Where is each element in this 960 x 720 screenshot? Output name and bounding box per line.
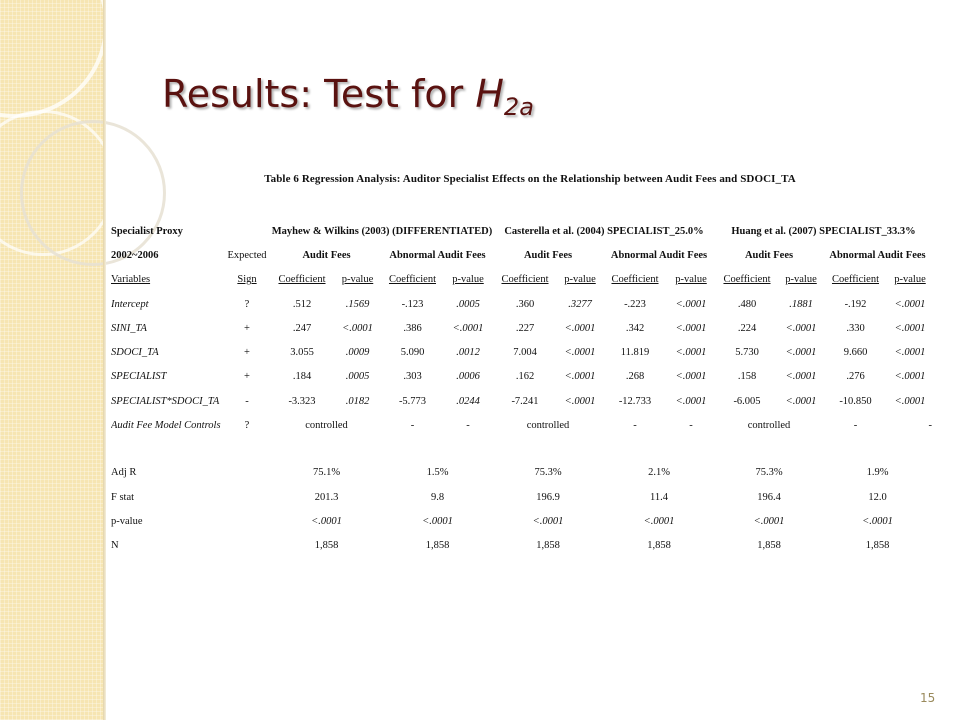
p-value-cell: <.0001 — [564, 395, 596, 407]
stat-value: 1,858 — [425, 540, 450, 552]
column-header: Coefficient — [831, 274, 880, 286]
coefficient-cell: .512 — [292, 298, 312, 310]
p-value-cell: <.0001 — [894, 395, 926, 407]
coefficient-cell: .227 — [515, 322, 535, 334]
p-value-cell: .0006 — [456, 371, 480, 383]
coefficient-cell: .224 — [737, 322, 757, 334]
stat-label: F stat — [111, 491, 135, 503]
coefficient-cell: .162 — [515, 371, 535, 383]
decorative-ring-outer — [0, 0, 103, 118]
coefficient-cell: .480 — [737, 298, 757, 310]
p-value-cell: .3277 — [568, 298, 592, 310]
expected-sign: + — [244, 347, 250, 359]
table-row — [111, 365, 932, 389]
decorative-sidebar — [0, 0, 103, 720]
column-header: Coefficient — [388, 274, 437, 286]
stat-value: <.0001 — [532, 515, 564, 527]
p-value-cell: <.0001 — [785, 395, 817, 407]
stat-value: 1,858 — [757, 540, 781, 552]
coefficient-cell: -7.241 — [511, 395, 539, 407]
p-value-cell: <.0001 — [564, 322, 596, 334]
table-row — [111, 389, 932, 413]
controls-cell: controlled — [526, 420, 570, 432]
stat-value: 75.1% — [312, 467, 341, 479]
p-value-cell: .1881 — [789, 298, 813, 310]
table-caption: Table 6 Regression Analysis: Auditor Specialist Effects on the Relationship between Audit Fees and SDOCI_TA — [264, 173, 796, 185]
stat-value: 1.9% — [866, 467, 889, 479]
stat-value: 1,858 — [536, 540, 560, 552]
p-value-cell: .0182 — [345, 395, 370, 407]
title-text: Results: Test for — [162, 72, 476, 116]
p-value-cell: <.0001 — [675, 322, 707, 334]
p-value-cell: .0012 — [456, 347, 480, 359]
controls-cell: - — [689, 420, 693, 432]
coefficient-cell: .184 — [292, 371, 312, 383]
p-value-cell: .1569 — [345, 298, 370, 310]
p-value-cell: <.0001 — [675, 371, 707, 383]
p-value-cell: .0244 — [456, 395, 480, 407]
coefficient-cell: .303 — [403, 371, 422, 383]
stats-row — [111, 534, 932, 558]
subgroup-label: Abnormal Audit Fees — [610, 249, 708, 261]
column-header: Coefficient — [501, 274, 549, 286]
controls-cell: - — [853, 420, 858, 432]
coefficient-cell: 7.004 — [513, 347, 537, 359]
expected-sign: + — [244, 371, 250, 383]
expected-sign: + — [244, 322, 250, 334]
column-header: Coefficient — [278, 274, 326, 286]
p-value-cell: <.0001 — [564, 371, 596, 383]
expected-sign: ? — [244, 298, 250, 310]
coefficient-cell: -12.733 — [618, 395, 652, 407]
coefficient-cell: 5.730 — [735, 347, 759, 359]
controls-cell: - — [633, 420, 637, 432]
p-value-cell: <.0001 — [894, 347, 926, 359]
sidebar-divider — [103, 0, 106, 720]
coefficient-cell: -5.773 — [398, 395, 427, 407]
column-header: p-value — [675, 274, 707, 286]
variables-label: Variables — [111, 274, 151, 286]
page-number: 15 — [920, 691, 936, 705]
subgroup-label: Abnormal Audit Fees — [389, 249, 486, 261]
controls-cell: - — [410, 420, 415, 432]
stats-row — [111, 485, 932, 509]
expected-sign: - — [245, 395, 249, 407]
coefficient-cell: -.192 — [844, 298, 867, 310]
proxy-row — [111, 219, 932, 243]
period-label: 2002~2006 — [111, 249, 159, 261]
coefficient-cell: .268 — [625, 371, 645, 383]
controls-cell: controlled — [747, 420, 791, 432]
column-header: p-value — [452, 274, 484, 286]
stat-value: 75.3% — [534, 467, 562, 479]
stat-value: 196.4 — [757, 491, 781, 503]
proxy-group-1: Mayhew & Wilkins (2003) (DIFFERENTIATED) — [271, 225, 493, 237]
stat-value: <.0001 — [862, 515, 893, 527]
column-header: p-value — [785, 274, 817, 286]
stat-value: 1,858 — [647, 540, 671, 552]
stat-value: 2.1% — [648, 467, 670, 479]
variable-name: SPECIALIST*SDOCI_TA — [111, 395, 220, 407]
expected-sign: ? — [244, 420, 250, 432]
regression-table — [111, 219, 932, 558]
coefficient-cell: -10.850 — [839, 395, 872, 407]
column-header-row — [111, 268, 932, 292]
stat-value: 201.3 — [314, 491, 339, 503]
p-value-cell: .0005 — [345, 371, 370, 383]
subgroup-label: Audit Fees — [523, 249, 573, 261]
stat-value: 11.4 — [650, 491, 668, 503]
stat-value: <.0001 — [311, 515, 342, 527]
p-value-cell: .0009 — [345, 347, 370, 359]
p-value-cell: <.0001 — [675, 298, 707, 310]
p-value-cell: <.0001 — [894, 298, 926, 310]
coefficient-cell: .247 — [292, 322, 312, 334]
p-value-cell: <.0001 — [675, 347, 707, 359]
p-value-cell: <.0001 — [894, 322, 926, 334]
column-header: p-value — [341, 274, 374, 286]
coefficient-cell: -.223 — [624, 298, 646, 310]
coefficient-cell: .276 — [846, 371, 865, 383]
p-value-cell: <.0001 — [894, 371, 926, 383]
sign-label: Sign — [237, 274, 257, 286]
table-row — [111, 316, 932, 340]
stat-label: Adj R — [111, 467, 137, 479]
variable-name: Intercept — [111, 298, 149, 310]
p-value-cell: <.0001 — [675, 395, 707, 407]
stat-value: 1,858 — [314, 540, 339, 552]
stats-row — [111, 509, 932, 533]
controls-cell: - — [466, 420, 470, 432]
stat-value: 75.3% — [755, 467, 783, 479]
expected-label: Expected — [227, 249, 267, 261]
column-header: Coefficient — [611, 274, 659, 286]
coefficient-cell: 9.660 — [843, 347, 868, 359]
stat-label: p-value — [111, 515, 143, 527]
proxy-label: Specialist Proxy — [111, 225, 183, 237]
title-subscript: 2a — [503, 93, 534, 121]
subgroup-label: Abnormal Audit Fees — [829, 249, 926, 261]
slide-title — [162, 72, 534, 121]
variable-name: SDOCI_TA — [111, 347, 159, 359]
column-header: Coefficient — [723, 274, 771, 286]
title-hypothesis: H — [475, 72, 504, 116]
p-value-cell: <.0001 — [785, 347, 817, 359]
stat-value: <.0001 — [422, 515, 453, 527]
stat-value: <.0001 — [753, 515, 785, 527]
stat-value: 1.5% — [426, 467, 449, 479]
stats-row — [111, 461, 932, 485]
coefficient-cell: -3.323 — [288, 395, 316, 407]
coefficient-cell: -.123 — [401, 298, 424, 310]
stat-value: 12.0 — [868, 491, 887, 503]
coefficient-cell: .342 — [625, 322, 645, 334]
subgroup-label: Audit Fees — [302, 249, 351, 261]
p-value-cell: <.0001 — [452, 322, 484, 334]
subgroup-row — [111, 243, 932, 267]
column-header: p-value — [894, 274, 926, 286]
variable-name: Audit Fee Model Controls — [111, 420, 221, 432]
controls-cell: controlled — [305, 420, 348, 432]
coefficient-cell: .360 — [515, 298, 535, 310]
column-header: p-value — [564, 274, 596, 286]
stat-label: N — [111, 540, 119, 552]
spacer-row — [111, 438, 932, 461]
coefficient-cell: 11.819 — [620, 347, 650, 359]
table-row — [111, 292, 932, 316]
coefficient-cell: 5.090 — [400, 347, 425, 359]
coefficient-cell: .386 — [403, 322, 422, 334]
variable-name: SINI_TA — [111, 322, 147, 334]
coefficient-cell: -6.005 — [733, 395, 761, 407]
variable-name: SPECIALIST — [111, 371, 167, 383]
table-row — [111, 340, 932, 364]
p-value-cell: <.0001 — [785, 322, 817, 334]
proxy-group-3: Huang et al. (2007) SPECIALIST_33.3% — [731, 225, 916, 237]
coefficient-cell: .330 — [846, 322, 865, 334]
p-value-cell: <.0001 — [564, 347, 596, 359]
proxy-group-2: Casterella et al. (2004) SPECIALIST_25.0% — [504, 225, 704, 237]
coefficient-cell: .158 — [737, 371, 757, 383]
p-value-cell: <.0001 — [785, 371, 817, 383]
subgroup-label: Audit Fees — [744, 249, 794, 261]
controls-cell: - — [928, 420, 932, 432]
stat-value: <.0001 — [643, 515, 675, 527]
p-value-cell: <.0001 — [342, 322, 373, 334]
table-row — [111, 413, 932, 437]
stat-value: 9.8 — [430, 491, 445, 503]
p-value-cell: .0005 — [456, 298, 480, 310]
stat-value: 196.9 — [536, 491, 560, 503]
stat-value: 1,858 — [865, 540, 890, 552]
coefficient-cell: 3.055 — [290, 347, 314, 359]
